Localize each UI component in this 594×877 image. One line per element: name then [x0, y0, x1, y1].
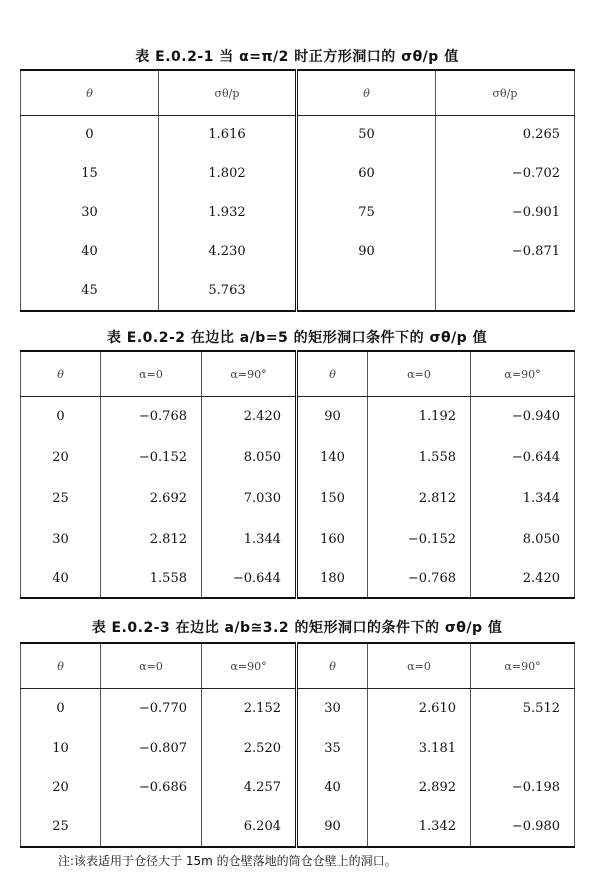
cell: −0.152: [101, 437, 202, 478]
header-theta: θ: [297, 643, 368, 689]
cell: −0.198: [471, 768, 575, 807]
header-alpha-90: α=90°: [202, 643, 297, 689]
cell: 2.812: [368, 478, 471, 519]
table-row: [21, 397, 575, 437]
cell: 160: [297, 519, 368, 560]
cell: 8.050: [471, 519, 575, 560]
cell: 4.257: [202, 768, 297, 807]
cell: [471, 729, 575, 768]
cell: −0.644: [202, 560, 297, 598]
cell: 0: [21, 689, 101, 729]
cell: 1.616: [159, 116, 297, 154]
cell: 8.050: [202, 437, 297, 478]
cell: 45: [21, 271, 159, 311]
table-header-row: [21, 70, 575, 116]
cell: −0.770: [101, 689, 202, 729]
table-row: [21, 807, 575, 847]
cell: 40: [21, 232, 159, 271]
footnote: 注:该表适用于仓径大于 15m 的仓壁落地的筒仓仓壁上的洞口。: [58, 854, 397, 868]
header-alpha-0: α=0: [101, 351, 202, 397]
cell: 1.342: [368, 807, 471, 847]
cell: 20: [21, 768, 101, 807]
cell: −0.644: [471, 437, 575, 478]
cell: 2.812: [101, 519, 202, 560]
cell: 1.192: [368, 397, 471, 437]
cell: 75: [297, 193, 436, 232]
cell: 1.932: [159, 193, 297, 232]
cell: 180: [297, 560, 368, 598]
cell: 1.558: [368, 437, 471, 478]
cell: 90: [297, 397, 368, 437]
cell: 2.420: [202, 397, 297, 437]
header-alpha-90: α=90°: [471, 643, 575, 689]
header-alpha-0: α=0: [368, 643, 471, 689]
cell: [436, 271, 575, 311]
header-theta: θ: [297, 70, 436, 116]
cell: 3.181: [368, 729, 471, 768]
table-1: [20, 69, 575, 312]
cell: 0: [21, 116, 159, 154]
cell: 2.152: [202, 689, 297, 729]
cell: 1.802: [159, 154, 297, 193]
cell: 2.692: [101, 478, 202, 519]
header-theta: θ: [21, 351, 101, 397]
cell: 140: [297, 437, 368, 478]
cell: 30: [21, 193, 159, 232]
cell: 40: [21, 560, 101, 598]
table-row: [21, 519, 575, 560]
cell: −0.940: [471, 397, 575, 437]
cell: 30: [21, 519, 101, 560]
table-row: [21, 116, 575, 154]
cell: −0.768: [368, 560, 471, 598]
table1-caption: 表 E.0.2-1 当 α=π/2 时正方形洞口的 σθ/p 值: [135, 49, 459, 65]
header-alpha-0: α=0: [101, 643, 202, 689]
cell: 15: [21, 154, 159, 193]
table-row: [21, 154, 575, 193]
cell: 5.763: [159, 271, 297, 311]
cell: 25: [21, 478, 101, 519]
table3-caption: 表 E.0.2-3 在边比 a/b≅3.2 的矩形洞口的条件下的 σθ/p 值: [91, 620, 503, 636]
table-3: [20, 642, 575, 848]
cell: 6.204: [202, 807, 297, 847]
table-row: [21, 768, 575, 807]
cell: 4.230: [159, 232, 297, 271]
cell: 1.344: [471, 478, 575, 519]
cell: 2.420: [471, 560, 575, 598]
cell: [101, 807, 202, 847]
cell: −0.871: [436, 232, 575, 271]
cell: 35: [297, 729, 368, 768]
header-alpha-0: α=0: [368, 351, 471, 397]
cell: 10: [21, 729, 101, 768]
cell: 30: [297, 689, 368, 729]
table-row: [21, 232, 575, 271]
header-alpha-90: α=90°: [202, 351, 297, 397]
table-row: [21, 193, 575, 232]
cell: −0.768: [101, 397, 202, 437]
cell: −0.686: [101, 768, 202, 807]
cell: −0.702: [436, 154, 575, 193]
table-row: [21, 689, 575, 729]
table-row: [21, 729, 575, 768]
cell: 150: [297, 478, 368, 519]
header-theta: θ: [21, 70, 159, 116]
cell: [297, 271, 436, 311]
cell: −0.901: [436, 193, 575, 232]
cell: 90: [297, 807, 368, 847]
table-row: [21, 271, 575, 311]
table-row: [21, 478, 575, 519]
cell: 90: [297, 232, 436, 271]
table-row: [21, 560, 575, 598]
cell: 60: [297, 154, 436, 193]
header-sigma: σθ/p: [436, 70, 575, 116]
header-theta: θ: [21, 643, 101, 689]
header-alpha-90: α=90°: [471, 351, 575, 397]
cell: 1.558: [101, 560, 202, 598]
table2-caption: 表 E.0.2-2 在边比 a/b=5 的矩形洞口条件下的 σθ/p 值: [106, 330, 488, 346]
cell: 2.610: [368, 689, 471, 729]
cell: 2.520: [202, 729, 297, 768]
cell: −0.807: [101, 729, 202, 768]
table-header-row: [21, 351, 575, 397]
cell: 2.892: [368, 768, 471, 807]
header-sigma: σθ/p: [159, 70, 297, 116]
cell: 50: [297, 116, 436, 154]
table-header-row: [21, 643, 575, 689]
cell: 25: [21, 807, 101, 847]
cell: 0.265: [436, 116, 575, 154]
cell: 1.344: [202, 519, 297, 560]
header-theta: θ: [297, 351, 368, 397]
cell: 7.030: [202, 478, 297, 519]
table-row: [21, 437, 575, 478]
cell: 0: [21, 397, 101, 437]
cell: −0.980: [471, 807, 575, 847]
cell: −0.152: [368, 519, 471, 560]
cell: 5.512: [471, 689, 575, 729]
table-2: [20, 350, 575, 599]
cell: 40: [297, 768, 368, 807]
cell: 20: [21, 437, 101, 478]
